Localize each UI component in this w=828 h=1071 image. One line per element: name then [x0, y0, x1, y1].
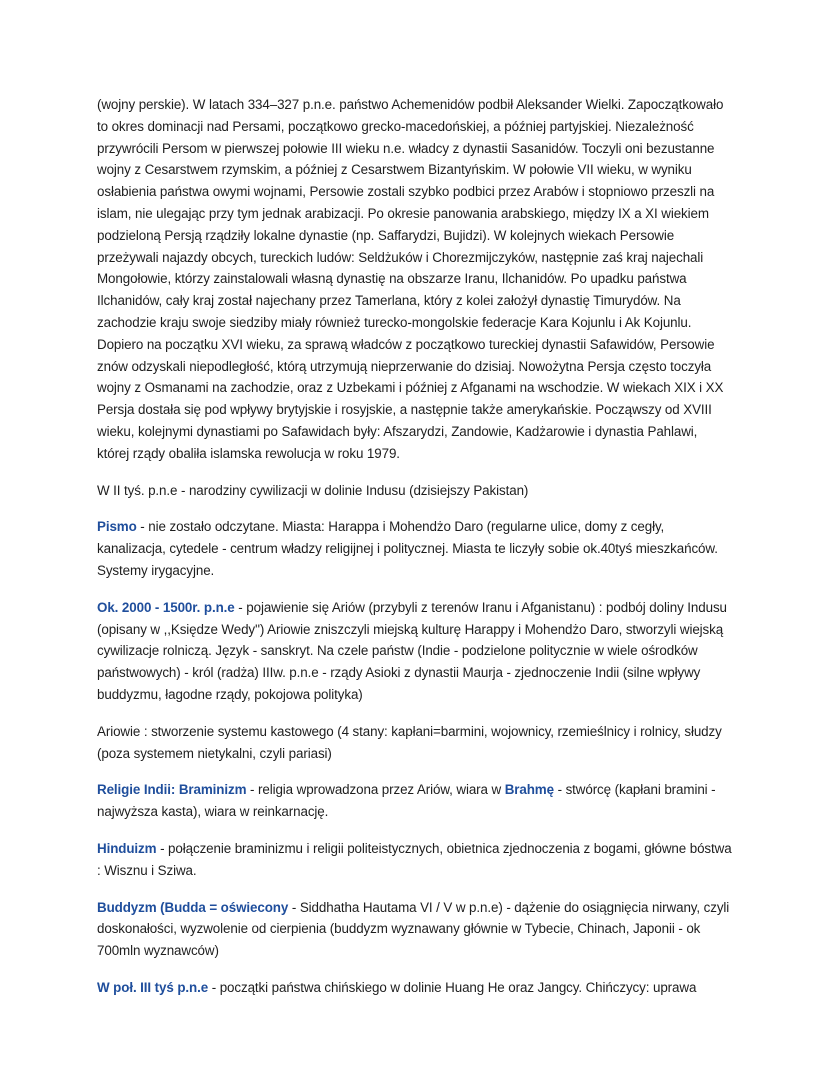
highlighted-term: W poł. III tyś p.n.e [97, 979, 209, 995]
highlighted-term: Ok. 2000 - 1500r. p.n.e [97, 599, 235, 615]
paragraph-text: - pojawienie się Ariów (przybyli z terenów Iranu i Afganistanu) : podbój doliny Indusu (opisany w ,,Księdze Wedy'') Ariowie zniszczyli miejską kulturę Harappy i Mohendżo Daro, stworzyli wiejską cywilizacje rolniczą. Język - sanskryt. Na czele państw (Indie - podzielone politycznie w wiele ośrodków państwowych) - król (radża) IIIw. p.n.e - rządy Asioki z dynastii Maurja - zjednoczenie Indii (silne wpływy buddyzmu, łagodne rządy, pokojowa polityka) [97, 599, 727, 702]
highlighted-term: Religie Indii: Braminizm [97, 782, 247, 798]
paragraph-text: - nie zostało odczytane. Miasta: Harappa i Mohendżo Daro (regularne ulice, domy z cegły, kanalizacja, cytedele - centrum władzy religijnej i politycznej. Miasta te liczyły sobie ok.40tyś mieszkańców. Systemy irygacyjne. [97, 519, 718, 578]
highlighted-term: Hinduizm [97, 840, 157, 856]
paragraph-text: W II tyś. p.n.e - narodziny cywilizacji w dolinie Indusu (dzisiejszy Pakistan) [97, 482, 529, 498]
highlighted-term: Buddyzm (Budda = oświecony [97, 899, 289, 915]
paragraph-text: - Siddhatha Hautama VI / V w p.n.e) - dążenie do osiągnięcia nirwany, czyli doskonałości, wyzwolenie od cierpienia (buddyzm wyznawany głównie w Tybecie, Chinach, Japonii - ok 700mln wyznawców) [97, 899, 730, 959]
paragraph-text: - połączenie braminizmu i religii politeistycznych, obietnica zjednoczenia z bogami, główne bóstwa : Wisznu i Sziwa. [97, 840, 732, 878]
paragraph-text: - religia wprowadzona przez Ariów, wiara w [246, 782, 505, 798]
paragraph [97, 597, 733, 706]
paragraph-text: - początki państwa chińskiego w dolinie Huang He oraz Jangcy. Chińczycy: uprawa [208, 979, 697, 995]
paragraph [97, 897, 733, 962]
highlighted-term: Pismo [97, 519, 137, 535]
paragraph [97, 779, 733, 823]
paragraph-text: Ariowie : stworzenie systemu kastowego (4 stany: kapłani=barmini, wojownicy, rzemieślnicy i rolnicy, słudzy (poza systemem nietykalni, czyli pariasi) [97, 723, 722, 761]
paragraph [97, 516, 733, 581]
paragraph-text: - stwórcę (kapłani bramini - najwyższa kasta), wiara w reinkarnację. [97, 782, 716, 820]
document-page [97, 94, 733, 1014]
paragraph-text: (wojny perskie). W latach 334–327 p.n.e. państwo Achemenidów podbił Aleksander Wielki. Zapoczątkowało to okres dominacji nad Persami, początkowo grecko-macedońskiej, a później partyjskiej. Niezależność przywrócili Persom w pierwszej połowie III wieku n.e. władcy z dynastii Sasanidów. Toczyli oni bezustanne wojny z Cesarstwem rzymskim, a później z Cesarstwem Bizantyńskim. W połowie VII wieku, w wyniku osłabienia państwa owymi wojnami, Persowie zostali szybko podbici przez Arabów i stopniowo przeszli na islam, nie ulegając przy tym jednak arabizacji. Po okresie panowania arabskiego, między IX a XI wiekiem podzieloną Persją rządziły lokalne dynastie (np. Saffarydzi, Bujidzi). W kolejnych wiekach Persowie przeżywali najazdy obcych, tureckich ludów: Seldżuków i Chorezmijczyków, następnie zaś kraj najechali Mongołowie, którzy zainstalowali własną dynastię na obszarze Iranu, Ilchanidów. Po upadku państwa Ilchanidów, cały kraj został najechany przez Tamerlana, który z kolei założył dynastię Timurydów. Na zachodzie kraju swoje siedziby miały również turecko-mongolskie federacje Kara Kojunlu i Ak Kojunlu. Dopiero na początku XVI wieku, za sprawą władców z początkowo tureckiej dynastii Safawidów, Persowie znów odzyskali niepodległość, którą utrzymują nieprzerwanie do dzisiaj. Nowożytna Persja często toczyła wojny z Osmanami na zachodzie, oraz z Uzbekami i później z Afganami na wschodzie. W wiekach XIX i XX Persja dostała się pod wpływy brytyjskie i rosyjskie, a następnie także amerykańskie. Począwszy od XVIII wieku, kolejnymi dynastiami po Safawidach były: Afszarydzi, Zandowie, Kadżarowie i dynastia Pahlawi, której rządy obaliła islamska rewolucja w roku 1979. [97, 97, 724, 461]
paragraph [97, 977, 733, 999]
highlighted-term: Brahmę [504, 782, 554, 798]
paragraph [97, 721, 733, 765]
paragraph [97, 838, 733, 882]
paragraph [97, 480, 733, 502]
paragraph [97, 94, 733, 465]
